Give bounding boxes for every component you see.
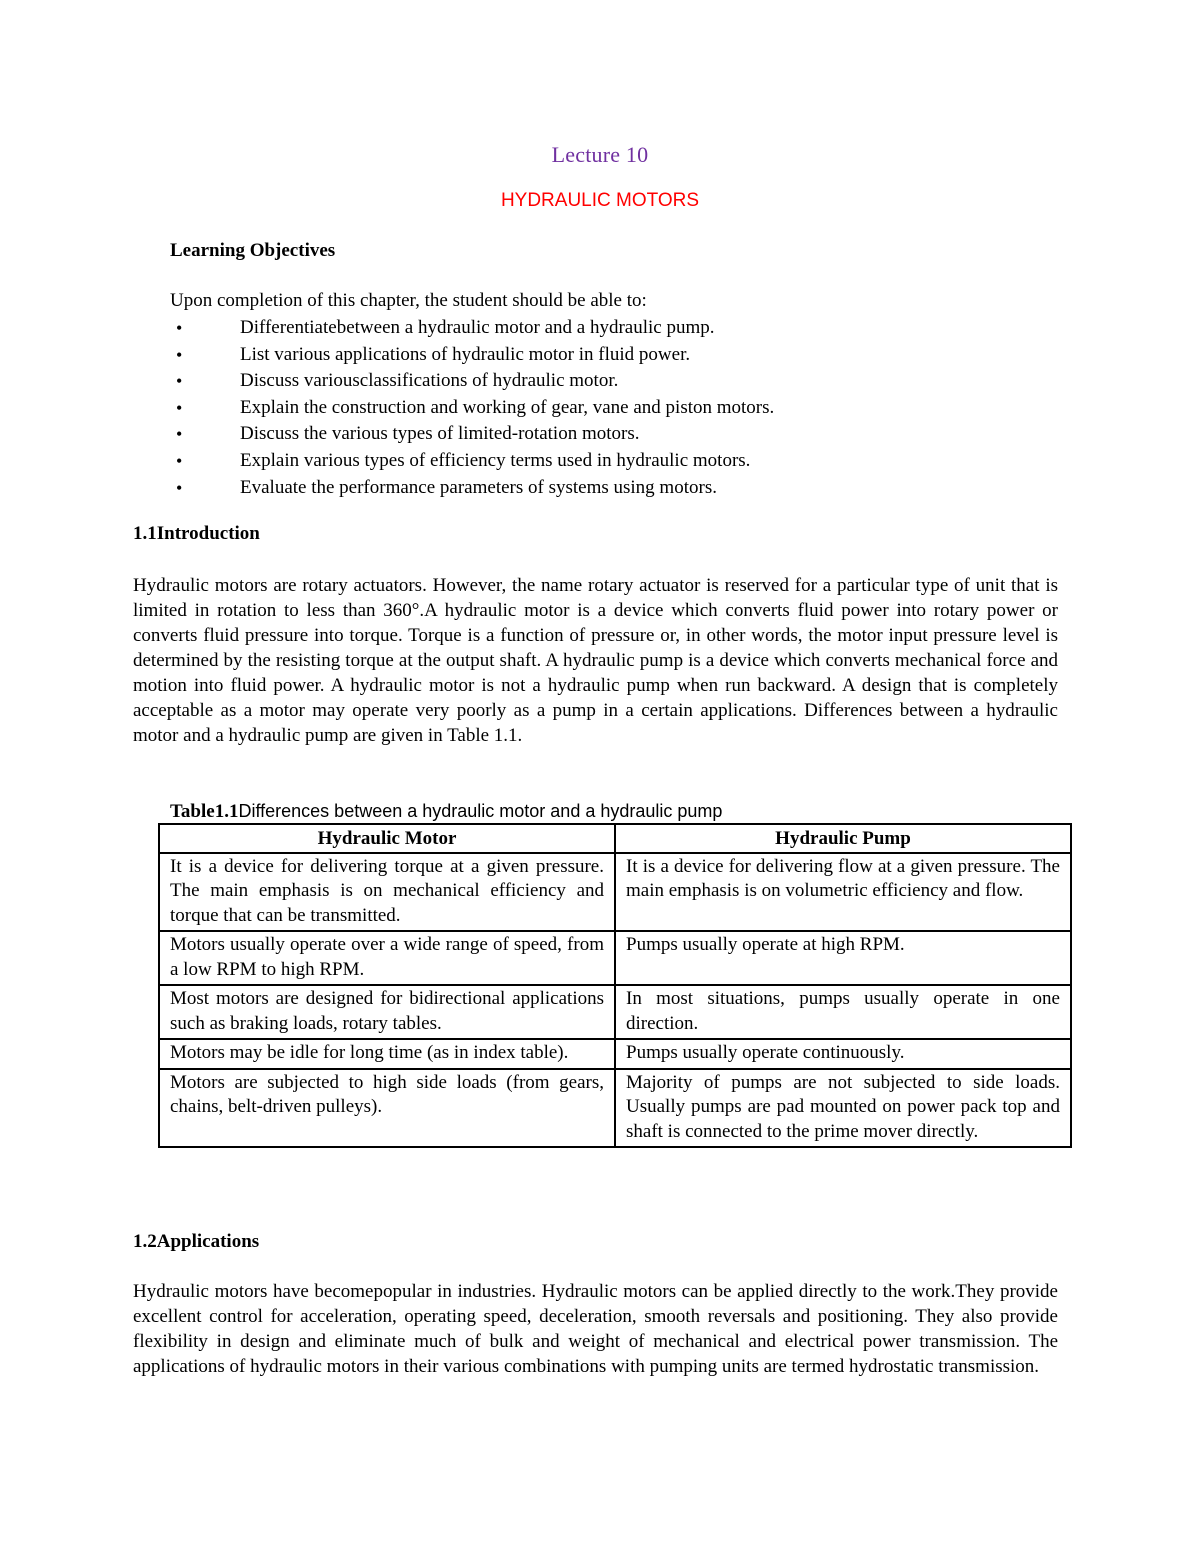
table-cell-pump: It is a device for delivering flow at a given pressure. The main emphasis is on volumetric efficiency and flow. [615,853,1071,932]
table-cell-pump: In most situations, pumps usually operate in one direction. [615,985,1071,1039]
list-item [0,476,1200,503]
comparison-table [158,823,1072,1148]
list-item [0,343,1200,370]
table-row [159,1039,1071,1069]
bullet-icon: • [176,477,183,498]
list-item-text: List various applications of hydraulic motor in fluid power. [240,343,691,365]
list-item-text: Explain the construction and working of gear, vane and piston motors. [240,396,775,418]
lecture-title: Lecture 10 [551,142,649,167]
header-hydraulic-motor: Hydraulic Motor [159,824,615,853]
table-cell-motor: Most motors are designed for bidirectional applications such as braking loads, rotary tables. [159,985,615,1039]
bullet-icon: • [176,424,183,445]
learning-objectives-intro: Upon completion of this chapter, the student should be able to: [170,290,647,311]
list-item-text: Discuss variousclassifications of hydraulic motor. [240,370,619,392]
table-cell-motor: Motors usually operate over a wide range of speed, from a low RPM to high RPM. [159,931,615,985]
table-header-row [159,824,1071,853]
learning-objectives-heading: Learning Objectives [170,240,336,261]
table-cell-motor: Motors may be idle for long time (as in index table). [159,1039,615,1069]
bullet-icon: • [176,344,183,365]
table-caption [170,801,722,823]
list-item [0,422,1200,449]
table-row [159,931,1071,985]
list-item [0,449,1200,476]
table-cell-motor: Motors are subjected to high side loads (from gears, chains, belt-driven pulleys). [159,1069,615,1148]
bullet-icon: • [176,397,183,418]
bullet-icon: • [176,450,183,471]
table-row [159,853,1071,932]
table-caption-text: Differences between a hydraulic motor and a hydraulic pump [238,801,723,821]
applications-heading: 1.2Applications [133,1231,260,1252]
list-item-text: Differentiatebetween a hydraulic motor and a hydraulic pump. [240,317,715,338]
applications-paragraph: Hydraulic motors have becomepopular in industries. Hydraulic motors can be applied directly to the work.They provide excellent control for acceleration, operating speed, deceleration, smooth reversals and positioning. They also provide flexibility in design and eliminate much of bulk and weight of mechanical and electrical power transmission. The applications of hydraulic motors in their various combinations with pumping units are termed hydrostatic transmission. [133,1281,1058,1377]
table-row [159,985,1071,1039]
list-item-text: Evaluate the performance parameters of systems using motors. [240,476,717,498]
table-cell-pump: Pumps usually operate continuously. [615,1039,1071,1069]
table-cell-pump: Majority of pumps are not subjected to side loads. Usually pumps are pad mounted on power pack top and shaft is connected to the prime mover directly. [615,1069,1071,1148]
list-item [0,396,1200,423]
list-item-text: Explain various types of efficiency terms used in hydraulic motors. [240,449,751,471]
table-caption-label: Table1.1 [170,801,239,822]
table-cell-pump: Pumps usually operate at high RPM. [615,931,1071,985]
list-item [0,316,1200,343]
table-row [159,1069,1071,1148]
list-item [0,369,1200,396]
introduction-heading: 1.1Introduction [133,523,260,544]
list-item-text: Discuss the various types of limited-rotation motors. [240,423,640,445]
table-cell-motor: It is a device for delivering torque at a given pressure. The main emphasis is on mechanical efficiency and torque that can be transmitted. [159,853,615,932]
bullet-icon: • [176,371,183,392]
bullet-icon: • [176,318,183,338]
introduction-paragraph: Hydraulic motors are rotary actuators. However, the name rotary actuator is reserved for a particular type of unit that is limited in rotation to less than 360°.A hydraulic motor is a device which converts fluid power into rotary power or converts fluid pressure into torque. Torque is a function of pressure or, in other words, the motor input pressure level is determined by the resisting torque at the output shaft. A hydraulic pump is a device which converts mechanical force and motion into fluid power. A hydraulic motor is not a hydraulic pump when run backward. A design that is completely acceptable as a motor may operate very poorly as a pump in a certain applications. Differences between a hydraulic motor and a hydraulic pump are given in Table 1.1. [133,575,1058,746]
learning-objectives-list [0,316,1200,502]
chapter-title: HYDRAULIC MOTORS [500,190,700,211]
header-hydraulic-pump: Hydraulic Pump [615,824,1071,853]
